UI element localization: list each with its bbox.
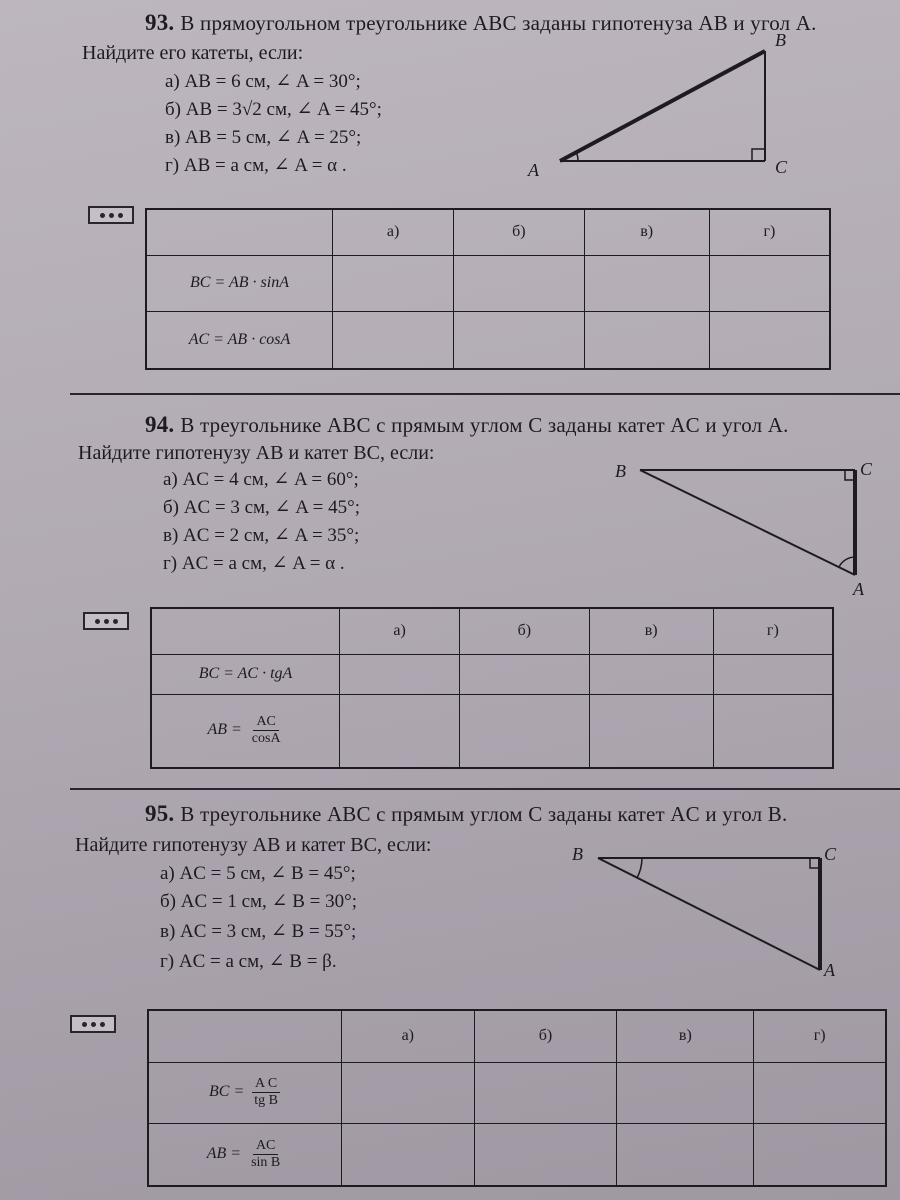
problem-94-answer-table — [150, 607, 834, 769]
problem-94-line2: Найдите гипотенузу AB и катет BC, если: — [78, 442, 435, 464]
formula-cell: BC = AC · tgA — [151, 654, 340, 694]
problem-94-option-d: г) AC = a см, ∠ A = α . — [163, 553, 345, 574]
formula-fraction — [248, 1138, 283, 1171]
table-header-cell: а) — [340, 608, 460, 654]
table-row — [148, 1062, 886, 1124]
table-row — [151, 654, 833, 694]
fraction-numerator: AC — [253, 1138, 278, 1155]
vertex-b-label: B — [775, 30, 786, 50]
table-row — [146, 255, 830, 311]
fraction-numerator: A C — [252, 1076, 280, 1093]
problem-93-option-c: в) AB = 5 см, ∠ A = 25°; — [165, 127, 362, 148]
vertex-c-label: C — [775, 157, 788, 177]
problem-94-option-c: в) AC = 2 см, ∠ A = 35°; — [163, 525, 360, 546]
fraction-denominator: cosA — [251, 731, 281, 747]
table-header-row — [146, 209, 830, 255]
formula-cell — [148, 1062, 342, 1124]
answer-cell[interactable] — [342, 1062, 475, 1124]
problem-95-option-d: г) AC = a см, ∠ B = β. — [160, 951, 337, 972]
formula-prefix: AB = — [207, 721, 242, 739]
answer-cell[interactable] — [474, 1062, 617, 1124]
table-header-cell: в) — [584, 209, 709, 255]
vertex-a-label: A — [853, 579, 864, 599]
table-header-row — [151, 608, 833, 654]
problem-95-option-a: а) AC = 5 см, ∠ B = 45°; — [160, 863, 356, 884]
answer-cell[interactable] — [584, 255, 709, 311]
problem-94-line1: В треугольнике ABC с прямым углом C заданы катет AC и угол A. — [180, 413, 789, 437]
table-header-cell — [151, 608, 340, 654]
problem-95-triangle-figure — [570, 840, 860, 990]
vertex-c-label: C — [860, 459, 873, 479]
problem-93-line1: В прямоугольном треугольнике ABC заданы гипотенуза AB и угол A. — [180, 11, 817, 35]
problem-93-triangle-figure — [520, 28, 790, 178]
right-angle-mark — [752, 149, 765, 161]
problem-95-heading — [145, 801, 787, 827]
problem-93-number: 93. — [145, 10, 175, 35]
table-row — [148, 1124, 886, 1186]
answer-cell[interactable] — [713, 694, 833, 768]
answer-cell[interactable] — [340, 654, 460, 694]
fraction-denominator: sin B — [251, 1155, 281, 1171]
problem-93-answer-table — [145, 208, 831, 370]
problem-93-option-b: б) AB = 3√2 см, ∠ A = 45°; — [165, 99, 382, 120]
problem-95-option-b: б) AC = 1 см, ∠ B = 30°; — [160, 891, 357, 912]
table-header-cell: г) — [754, 1010, 886, 1062]
formula-cell — [151, 694, 340, 768]
answer-cell[interactable] — [617, 1124, 754, 1186]
angle-a-arc — [839, 557, 855, 567]
table-header-cell: а) — [333, 209, 454, 255]
formula-prefix: AB = — [206, 1145, 242, 1163]
problem-95-answer-table — [147, 1009, 887, 1187]
answer-cell[interactable] — [460, 654, 589, 694]
table-header-cell: а) — [342, 1010, 475, 1062]
problem-93-dots-icon — [88, 206, 134, 224]
answer-cell[interactable] — [709, 311, 830, 369]
answer-cell[interactable] — [474, 1124, 617, 1186]
table-header-row — [148, 1010, 886, 1062]
problem-94-triangle-figure — [610, 455, 880, 605]
vertex-b-label: B — [572, 844, 583, 864]
answer-cell[interactable] — [333, 311, 454, 369]
hypotenuse-ab — [640, 470, 855, 575]
table-header-cell: б) — [460, 608, 589, 654]
table-header-cell: в) — [589, 608, 713, 654]
problem-93-option-d: г) AB = a см, ∠ A = α . — [165, 155, 347, 176]
formula-cell: BC = AB · sinA — [146, 255, 333, 311]
problem-94-heading — [145, 412, 789, 438]
answer-cell[interactable] — [589, 654, 713, 694]
answer-cell[interactable] — [340, 694, 460, 768]
vertex-c-label: C — [824, 844, 837, 864]
formula-fraction — [249, 714, 284, 747]
table-header-cell: б) — [474, 1010, 617, 1062]
answer-cell[interactable] — [754, 1062, 886, 1124]
problem-94-option-a: а) AC = 4 см, ∠ A = 60°; — [163, 469, 359, 490]
answer-cell[interactable] — [709, 255, 830, 311]
table-row — [151, 694, 833, 768]
table-header-cell: б) — [454, 209, 584, 255]
problem-95-line1: В треугольнике ABC с прямым углом C заданы катет AC и угол B. — [180, 802, 788, 826]
table-header-cell — [146, 209, 333, 255]
table-row — [146, 311, 830, 369]
answer-cell[interactable] — [713, 654, 833, 694]
section-divider — [70, 393, 900, 395]
answer-cell[interactable] — [454, 311, 584, 369]
formula-cell: AC = AB · cosA — [146, 311, 333, 369]
problem-95-line2: Найдите гипотенузу AB и катет BC, если: — [75, 834, 432, 856]
vertex-a-label: A — [824, 960, 835, 980]
fraction-numerator: AC — [253, 714, 278, 731]
hypotenuse-ab — [560, 51, 765, 161]
answer-cell[interactable] — [460, 694, 589, 768]
table-header-cell: г) — [709, 209, 830, 255]
problem-94-option-b: б) AC = 3 см, ∠ A = 45°; — [163, 497, 360, 518]
problem-93-option-a: а) AB = 6 см, ∠ A = 30°; — [165, 71, 361, 92]
table-header-cell: в) — [617, 1010, 754, 1062]
hypotenuse-ab — [598, 858, 820, 970]
formula-prefix: BC = — [209, 1083, 245, 1101]
answer-cell[interactable] — [754, 1124, 886, 1186]
answer-cell[interactable] — [617, 1062, 754, 1124]
answer-cell[interactable] — [342, 1124, 475, 1186]
table-header-cell — [148, 1010, 342, 1062]
problem-93-line2: Найдите его катеты, если: — [82, 42, 304, 64]
answer-cell[interactable] — [584, 311, 709, 369]
problem-95-dots-icon — [70, 1015, 116, 1033]
answer-cell[interactable] — [454, 255, 584, 311]
problem-95-number: 95. — [145, 801, 175, 826]
vertex-a-label: A — [528, 160, 539, 180]
vertex-b-label: B — [615, 461, 626, 481]
answer-cell[interactable] — [589, 694, 713, 768]
problem-94-number: 94. — [145, 412, 175, 437]
angle-b-arc — [637, 858, 642, 878]
section-divider — [70, 788, 900, 790]
formula-cell — [148, 1124, 342, 1186]
problem-95-option-c: в) AC = 3 см, ∠ B = 55°; — [160, 921, 357, 942]
table-header-cell: г) — [713, 608, 833, 654]
fraction-denominator: tg B — [254, 1093, 278, 1109]
problem-94-dots-icon — [83, 612, 129, 630]
answer-cell[interactable] — [333, 255, 454, 311]
formula-fraction — [251, 1076, 281, 1109]
